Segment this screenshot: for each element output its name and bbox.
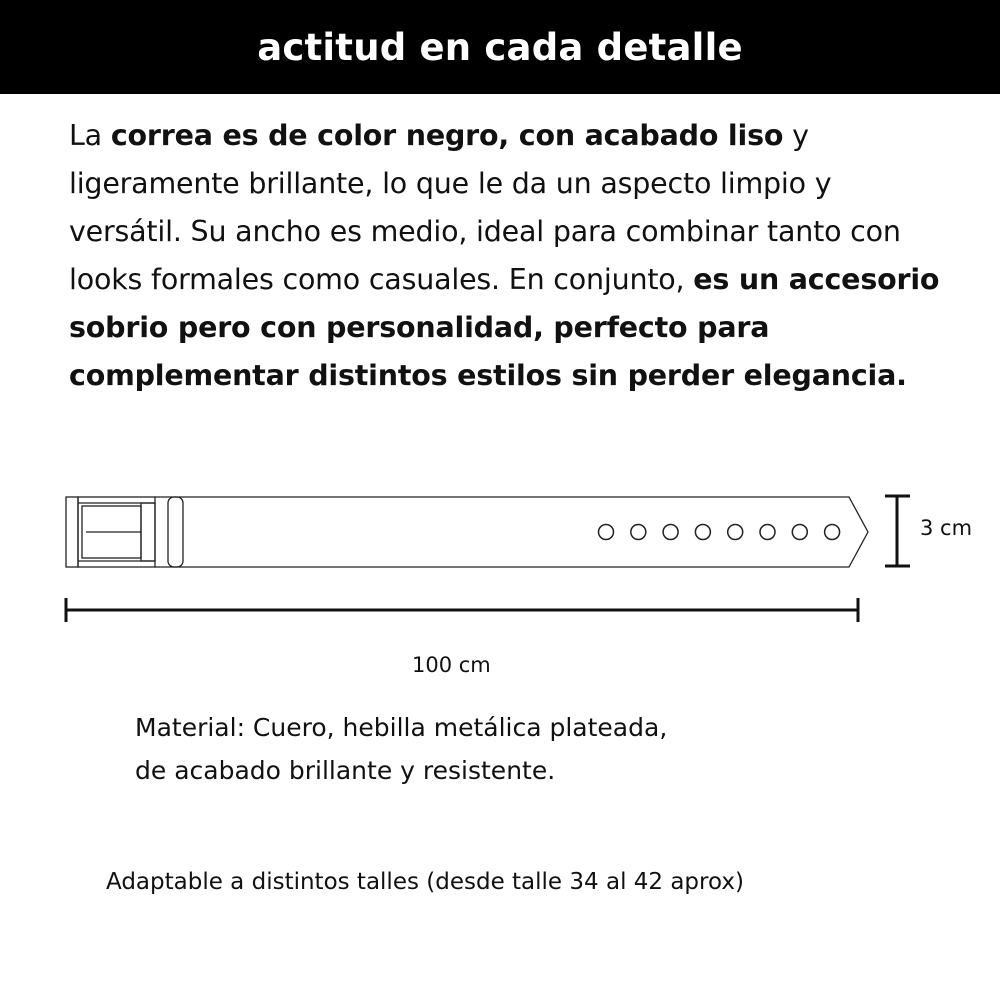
belt-hole (599, 525, 614, 540)
belt-hole (728, 525, 743, 540)
belt-hole (825, 525, 840, 540)
belt-hole (695, 525, 710, 540)
buckle-outer-frame (66, 497, 78, 567)
width-label: 3 cm (920, 516, 973, 540)
buckle-side-bar (141, 503, 155, 561)
length-label: 100 cm (412, 653, 491, 677)
belt-hole (792, 525, 807, 540)
material-line-2: de acabado brillante y resistente. (135, 756, 556, 785)
description-paragraph (69, 112, 949, 400)
header-title: actitud en cada detalle (257, 25, 743, 69)
belt-hole (760, 525, 775, 540)
header-bar (0, 0, 1000, 94)
belt-buckle (66, 497, 183, 567)
description-text-1: La (69, 119, 111, 152)
description-bold-1: correa es de color negro, con acabado liso (110, 119, 784, 152)
sizes-info: Adaptable a distintos talles (desde talle 34 al 42 aprox) (106, 869, 744, 895)
material-line-1: Material: Cuero, hebilla metálica plateada, (135, 713, 668, 742)
belt-hole (663, 525, 678, 540)
description-text-2: y ligeramente brillante, lo que le da un aspecto limpio y versátil. Su ancho es medio, ideal para combinar tanto con looks formales como casuales. En conjunto, (69, 119, 901, 296)
belt-keeper-loop (168, 497, 183, 567)
description-bold-2: es un accesorio sobrio pero con personalidad, perfecto para complementar distintos estilos sin perder elegancia. (69, 263, 940, 392)
width-dimension (885, 496, 910, 566)
material-info (135, 706, 955, 792)
belt-holes (599, 525, 840, 540)
belt-diagram (0, 480, 1000, 690)
belt-hole (631, 525, 646, 540)
length-dimension (66, 598, 858, 622)
belt-strap (155, 497, 868, 567)
